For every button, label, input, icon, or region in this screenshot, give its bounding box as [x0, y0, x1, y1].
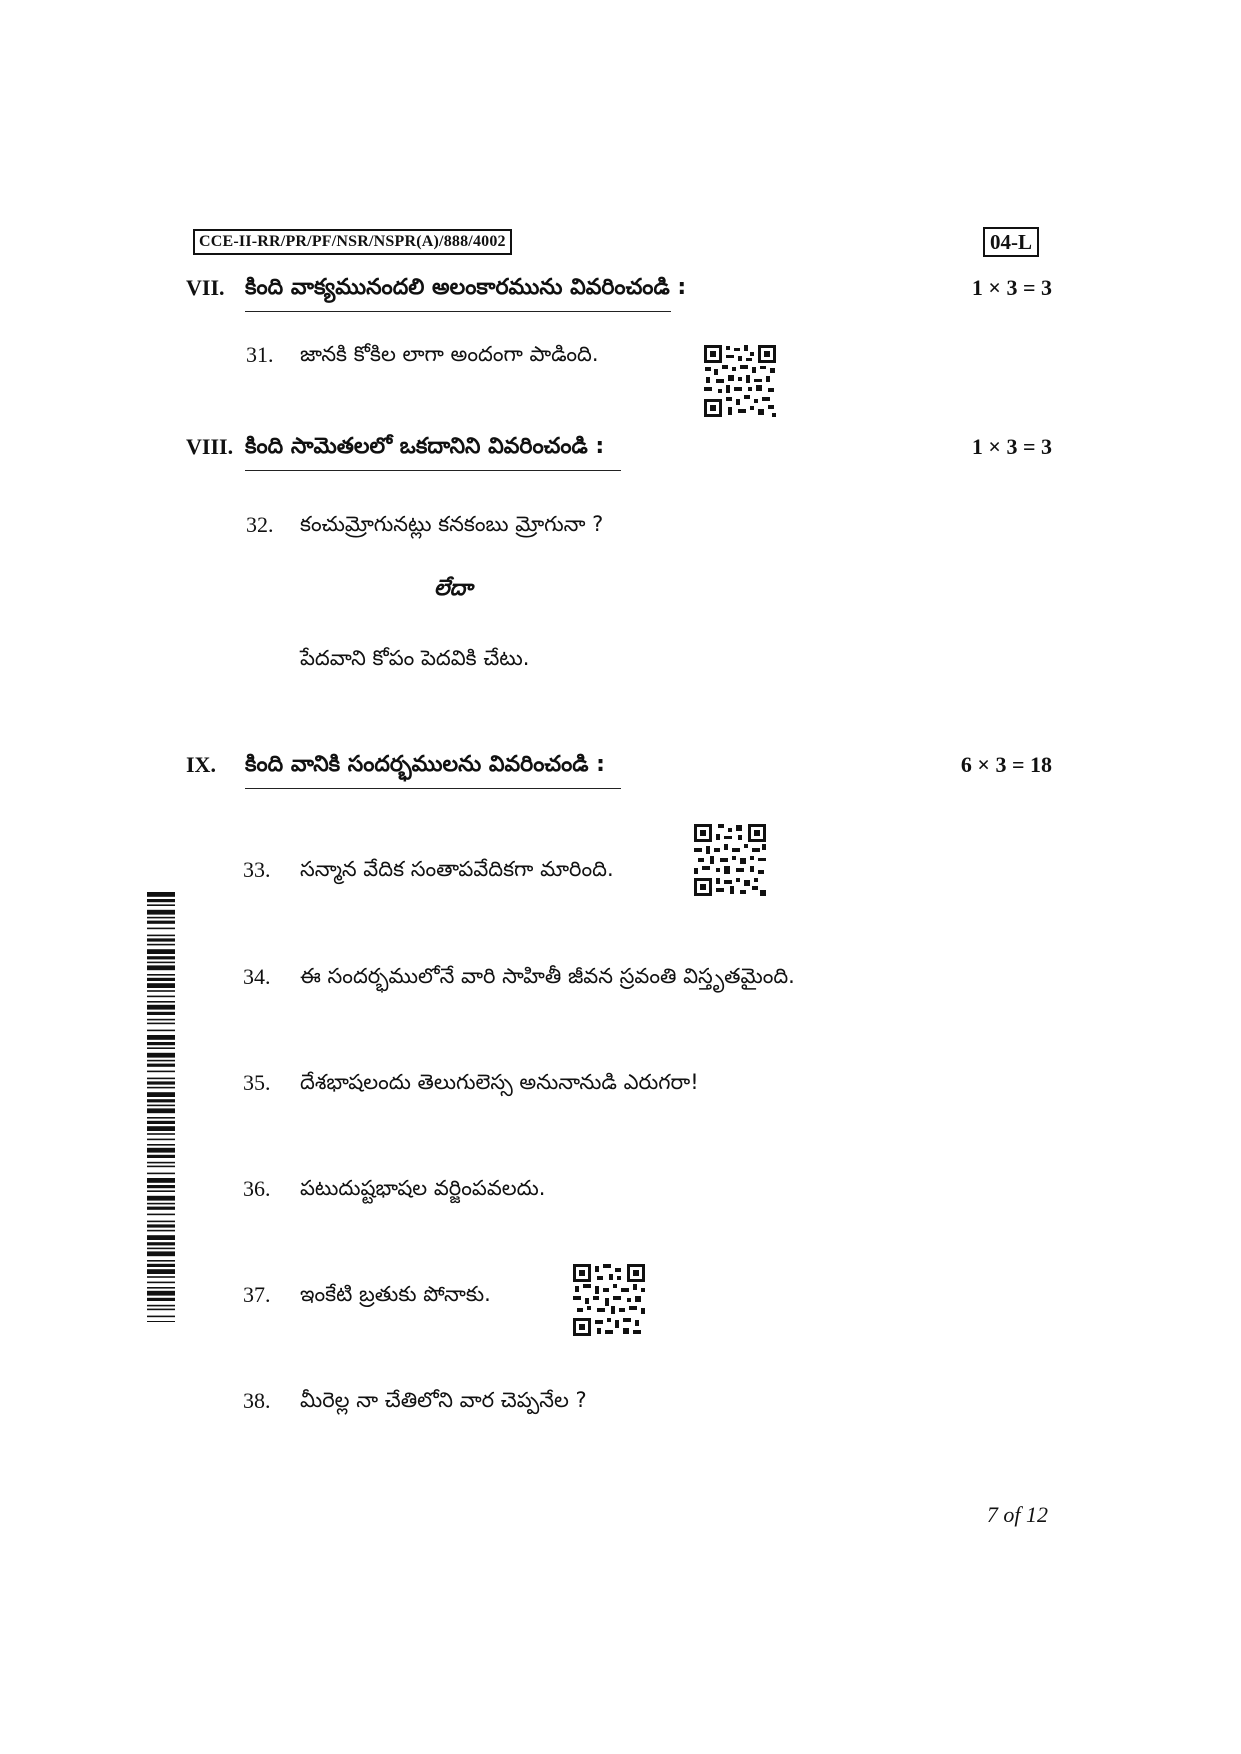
question-number: 34.	[243, 964, 271, 989]
paper-code: CCE-II-RR/PR/PF/NSR/NSPR(A)/888/4002	[193, 229, 512, 255]
question-text: ఈ సందర్భములోనే వారి సాహితీ జీవన స్రవంతి విస్తృతమైంది.	[300, 964, 795, 988]
section-title: కింది వాక్యమునందలి అలంకారమును వివరించండి :	[245, 275, 671, 312]
question-text: దేశభాషలందు తెలుగులెస్స అనునానుడి ఎరుగరా!	[300, 1070, 699, 1094]
qr-code-icon	[571, 1262, 647, 1338]
question-number: 37.	[243, 1282, 271, 1307]
question-number: 32.	[246, 512, 274, 537]
qr-code-icon	[692, 822, 768, 898]
section-marks: 1 × 3 = 3	[971, 275, 1052, 300]
question-text: మీరెల్ల నా చేతిలోని వార చెప్పనేల ?	[300, 1388, 587, 1412]
section-title: కింది సామెతలలో ఒకదానిని వివరించండి :	[245, 434, 621, 471]
qr-code-icon	[702, 343, 778, 419]
section-number: VIII.	[186, 434, 234, 459]
question-text: జానకి కోకిల లాగా అందంగా పాడింది.	[300, 342, 599, 366]
question-text: సన్మాన వేదిక సంతాపవేదికగా మారింది.	[300, 857, 614, 881]
question-text: కంచుమ్రోగునట్లు కనకంబు మ్రోగునా ?	[300, 512, 604, 536]
question-number: 31.	[246, 342, 274, 367]
question-number: 33.	[243, 857, 271, 882]
barcode-icon	[147, 892, 175, 1322]
question-number: 36.	[243, 1176, 271, 1201]
section-number: IX.	[186, 752, 216, 777]
question-text: పటుదుష్టభాషల వర్జింపవలదు.	[300, 1176, 546, 1200]
section-number: VII.	[186, 275, 225, 300]
question-number: 35.	[243, 1070, 271, 1095]
section-marks: 1 × 3 = 3	[971, 434, 1052, 459]
section-title: కింది వానికి సందర్భములను వివరించండి :	[245, 752, 621, 789]
question-number: 38.	[243, 1388, 271, 1413]
question-alternative: పేదవాని కోపం పెదవికి చేటు.	[300, 646, 530, 670]
or-label: లేదా	[434, 576, 473, 601]
question-text: ఇంకేటి బ్రతుకు పోనాకు.	[300, 1282, 491, 1306]
page-number: 7 of 12	[986, 1502, 1048, 1527]
subject-code: 04-L	[983, 227, 1039, 257]
section-marks: 6 × 3 = 18	[960, 752, 1052, 777]
